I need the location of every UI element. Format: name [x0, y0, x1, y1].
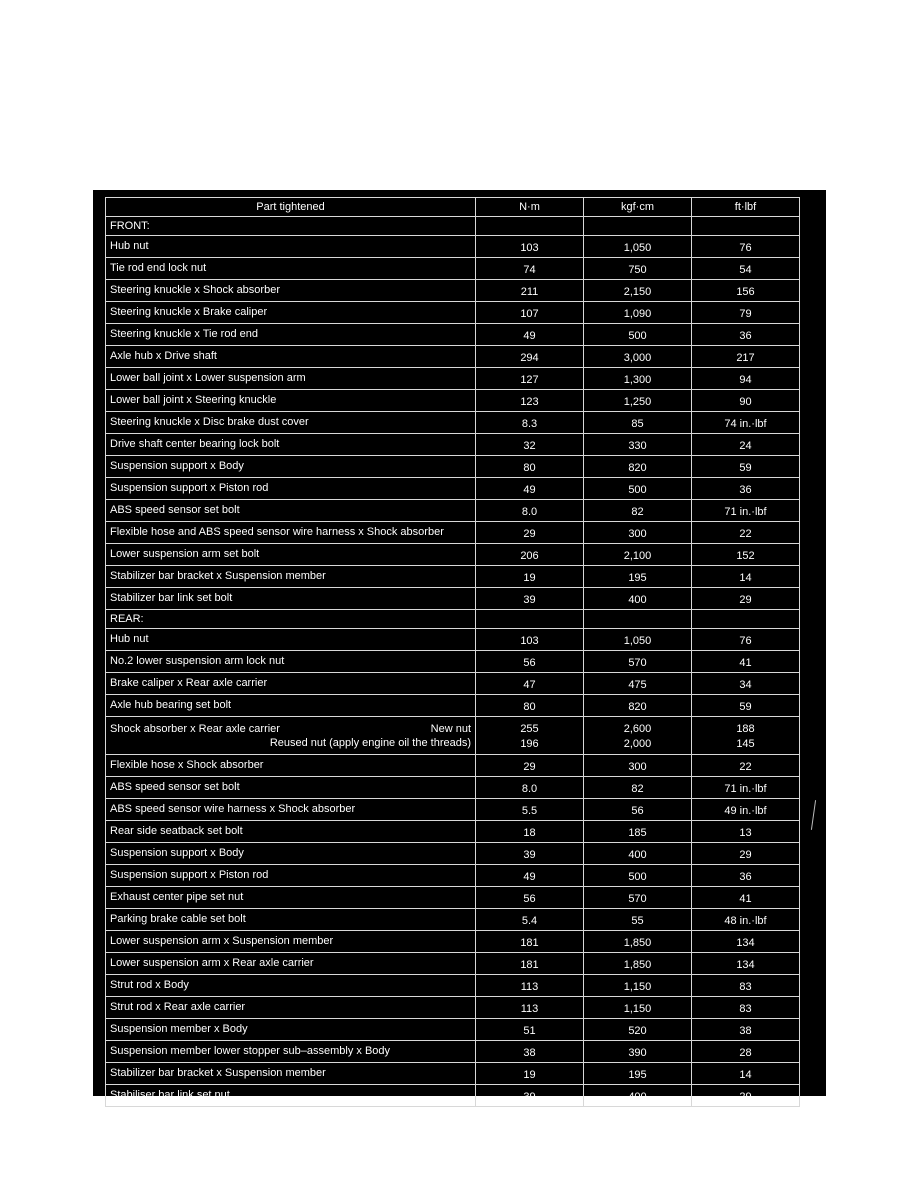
table-row	[106, 997, 800, 1019]
kgf-cell: 300	[584, 755, 692, 777]
nm-cell: 206	[476, 544, 584, 566]
ftlbf-cell: 90	[692, 390, 800, 412]
ftlbf-cell: 83	[692, 975, 800, 997]
table-row	[106, 566, 800, 588]
ftlbf-cell: 41	[692, 651, 800, 673]
kgf-cell: 1,090	[584, 302, 692, 324]
nm-cell: 39	[476, 588, 584, 610]
nm-cell: 211	[476, 280, 584, 302]
ftlbf-cell: 38	[692, 1019, 800, 1041]
part-cell: Strut rod x Rear axle carrier	[106, 997, 476, 1019]
part-cell: Suspension member lower stopper sub–assembly x Body	[106, 1041, 476, 1063]
part-cell: Stabiliser bar link set nut	[106, 1085, 476, 1107]
nm-cell: 181	[476, 953, 584, 975]
table-body-rear-a	[106, 629, 800, 717]
shock-sub-new: New nut	[430, 722, 471, 735]
part-cell: Stabilizer bar bracket x Suspension member	[106, 566, 476, 588]
kgf-cell: 82	[584, 777, 692, 799]
table-row	[106, 629, 800, 651]
kgf-cell: 390	[584, 1041, 692, 1063]
kgf-cell: 500	[584, 478, 692, 500]
part-cell: Strut rod x Body	[106, 975, 476, 997]
ftlbf-cell: 29	[692, 588, 800, 610]
table-row	[106, 522, 800, 544]
ftlbf-cell: 13	[692, 821, 800, 843]
table-row	[106, 931, 800, 953]
ftlbf-cell: 54	[692, 258, 800, 280]
ftlbf-cell: 36	[692, 324, 800, 346]
nm-cell: 56	[476, 887, 584, 909]
kgf-cell: 2,100	[584, 544, 692, 566]
table-row	[106, 588, 800, 610]
table-row	[106, 865, 800, 887]
kgf-cell: 300	[584, 522, 692, 544]
kgf-cell: 330	[584, 434, 692, 456]
part-cell: Lower suspension arm x Suspension member	[106, 931, 476, 953]
nm-cell: 38	[476, 1041, 584, 1063]
kgf-cell: 56	[584, 799, 692, 821]
table-body	[106, 217, 800, 610]
part-cell: Parking brake cable set bolt	[106, 909, 476, 931]
part-cell: Hub nut	[106, 236, 476, 258]
table-body-rear-b	[106, 755, 800, 1107]
table-row	[106, 887, 800, 909]
shock-kgf-reused: 2,000	[623, 738, 652, 750]
table-row	[106, 478, 800, 500]
nm-cell: 49	[476, 865, 584, 887]
section-row-front	[106, 217, 800, 236]
table-row	[106, 821, 800, 843]
section-label-front: FRONT:	[106, 217, 476, 236]
kgf-cell: 1,850	[584, 931, 692, 953]
part-cell: Flexible hose and ABS speed sensor wire harness x Shock absorber	[106, 522, 476, 544]
table-row	[106, 1063, 800, 1085]
part-cell: Exhaust center pipe set nut	[106, 887, 476, 909]
nm-cell: 103	[476, 629, 584, 651]
table-row	[106, 909, 800, 931]
table-row	[106, 953, 800, 975]
nm-cell: 56	[476, 651, 584, 673]
kgf-cell: 195	[584, 1063, 692, 1085]
ftlbf-cell: 48 in.·lbf	[692, 909, 800, 931]
nm-cell: 47	[476, 673, 584, 695]
nm-cell: 5.5	[476, 799, 584, 821]
kgf-cell: 195	[584, 566, 692, 588]
ftlbf-cell: 24	[692, 434, 800, 456]
table-row	[106, 799, 800, 821]
nm-cell: 18	[476, 821, 584, 843]
ftlbf-cell: 36	[692, 478, 800, 500]
part-cell: Drive shaft center bearing lock bolt	[106, 434, 476, 456]
table-body-shock	[106, 717, 800, 755]
ftlbf-cell: 76	[692, 236, 800, 258]
kgf-cell: 400	[584, 588, 692, 610]
nm-cell: 39	[476, 1085, 584, 1107]
part-cell: Suspension support x Piston rod	[106, 478, 476, 500]
nm-cell: 80	[476, 456, 584, 478]
ftlbf-cell: 36	[692, 865, 800, 887]
table-row	[106, 544, 800, 566]
table-row	[106, 1019, 800, 1041]
table-row	[106, 755, 800, 777]
nm-cell: 127	[476, 368, 584, 390]
nm-cell: 29	[476, 522, 584, 544]
part-cell: Suspension member x Body	[106, 1019, 476, 1041]
kgf-cell: 750	[584, 258, 692, 280]
table-row	[106, 258, 800, 280]
part-cell: Lower ball joint x Lower suspension arm	[106, 368, 476, 390]
part-cell: Rear side seatback set bolt	[106, 821, 476, 843]
table-row	[106, 843, 800, 865]
kgf-cell: 185	[584, 821, 692, 843]
table-row	[106, 368, 800, 390]
header-kgf: kgf·cm	[584, 198, 692, 217]
ftlbf-cell: 59	[692, 695, 800, 717]
table-row	[106, 1085, 800, 1107]
ftlbf-cell: 22	[692, 522, 800, 544]
part-cell: Brake caliper x Rear axle carrier	[106, 673, 476, 695]
ftlbf-cell: 74 in.·lbf	[692, 412, 800, 434]
ftlbf-cell: 134	[692, 953, 800, 975]
kgf-cell: 1,150	[584, 997, 692, 1019]
kgf-cell: 500	[584, 865, 692, 887]
header-ftlbf: ft·lbf	[692, 198, 800, 217]
part-cell: Stabilizer bar bracket x Suspension member	[106, 1063, 476, 1085]
kgf-cell: 82	[584, 500, 692, 522]
ftlbf-cell: 94	[692, 368, 800, 390]
kgf-cell: 55	[584, 909, 692, 931]
kgf-cell: 475	[584, 673, 692, 695]
kgf-cell: 500	[584, 324, 692, 346]
part-cell: Axle hub bearing set bolt	[106, 695, 476, 717]
ftlbf-cell: 29	[692, 1085, 800, 1107]
ftlbf-cell: 79	[692, 302, 800, 324]
part-cell: Steering knuckle x Tie rod end	[106, 324, 476, 346]
header-nm: N·m	[476, 198, 584, 217]
part-cell: Flexible hose x Shock absorber	[106, 755, 476, 777]
ftlbf-cell: 152	[692, 544, 800, 566]
nm-cell: 51	[476, 1019, 584, 1041]
part-cell: Suspension support x Body	[106, 456, 476, 478]
nm-cell: 5.4	[476, 909, 584, 931]
scanned-table-panel	[93, 190, 826, 1103]
part-cell: ABS speed sensor set bolt	[106, 777, 476, 799]
ftlbf-cell: 71 in.·lbf	[692, 500, 800, 522]
kgf-cell: 820	[584, 456, 692, 478]
nm-cell: 19	[476, 566, 584, 588]
table-body-rear-head	[106, 610, 800, 629]
ftlbf-cell: 28	[692, 1041, 800, 1063]
table-row	[106, 346, 800, 368]
kgf-cell: 1,250	[584, 390, 692, 412]
part-cell: Axle hub x Drive shaft	[106, 346, 476, 368]
shock-nm-new: 255	[520, 723, 539, 735]
part-cell: Hub nut	[106, 629, 476, 651]
shock-ft-reused: 145	[736, 738, 755, 750]
ftlbf-cell: 59	[692, 456, 800, 478]
kgf-cell: 570	[584, 651, 692, 673]
table-row	[106, 412, 800, 434]
shock-part-label: Shock absorber x Rear axle carrier	[110, 722, 280, 735]
kgf-cell: 400	[584, 1085, 692, 1107]
kgf-cell: 820	[584, 695, 692, 717]
kgf-cell: 3,000	[584, 346, 692, 368]
nm-cell: 8.0	[476, 777, 584, 799]
table-row	[106, 777, 800, 799]
part-cell: Lower suspension arm x Rear axle carrier	[106, 953, 476, 975]
nm-cell: 19	[476, 1063, 584, 1085]
table-row	[106, 324, 800, 346]
nm-cell: 123	[476, 390, 584, 412]
kgf-cell: 1,050	[584, 236, 692, 258]
ftlbf-cell: 41	[692, 887, 800, 909]
nm-cell: 74	[476, 258, 584, 280]
ftlbf-cell: 34	[692, 673, 800, 695]
table-header-row	[106, 198, 800, 217]
table-row	[106, 302, 800, 324]
nm-cell: 39	[476, 843, 584, 865]
table-row-shock-absorber	[106, 717, 800, 755]
ftlbf-cell: 14	[692, 1063, 800, 1085]
part-cell: Tie rod end lock nut	[106, 258, 476, 280]
kgf-cell: 400	[584, 843, 692, 865]
table-row	[106, 500, 800, 522]
table-row	[106, 673, 800, 695]
ftlbf-cell: 134	[692, 931, 800, 953]
kgf-cell: 85	[584, 412, 692, 434]
kgf-cell: 570	[584, 887, 692, 909]
ftlbf-cell: 83	[692, 997, 800, 1019]
nm-cell: 107	[476, 302, 584, 324]
part-cell: No.2 lower suspension arm lock nut	[106, 651, 476, 673]
ftlbf-cell: 156	[692, 280, 800, 302]
kgf-cell: 1,300	[584, 368, 692, 390]
ftlbf-cell: 49 in.·lbf	[692, 799, 800, 821]
nm-cell: 29	[476, 755, 584, 777]
table-row	[106, 456, 800, 478]
nm-cell: 103	[476, 236, 584, 258]
table-row	[106, 1041, 800, 1063]
ftlbf-cell: 76	[692, 629, 800, 651]
part-cell: ABS speed sensor set bolt	[106, 500, 476, 522]
part-cell: Suspension support x Body	[106, 843, 476, 865]
section-label-rear: REAR:	[106, 610, 476, 629]
nm-cell: 8.0	[476, 500, 584, 522]
scan-scratch-mark	[811, 800, 816, 830]
table-row	[106, 280, 800, 302]
kgf-cell: 1,050	[584, 629, 692, 651]
table-row	[106, 236, 800, 258]
nm-cell: 80	[476, 695, 584, 717]
section-row-rear	[106, 610, 800, 629]
part-cell: ABS speed sensor wire harness x Shock absorber	[106, 799, 476, 821]
table-row	[106, 651, 800, 673]
table-row	[106, 390, 800, 412]
ftlbf-cell: 22	[692, 755, 800, 777]
part-cell: Stabilizer bar link set bolt	[106, 588, 476, 610]
kgf-cell: 520	[584, 1019, 692, 1041]
nm-cell: 49	[476, 324, 584, 346]
kgf-cell: 1,850	[584, 953, 692, 975]
part-cell: Steering knuckle x Disc brake dust cover	[106, 412, 476, 434]
part-cell: Suspension support x Piston rod	[106, 865, 476, 887]
part-cell: Steering knuckle x Brake caliper	[106, 302, 476, 324]
table-row	[106, 975, 800, 997]
nm-cell: 49	[476, 478, 584, 500]
ftlbf-cell: 14	[692, 566, 800, 588]
ftlbf-cell: 29	[692, 843, 800, 865]
ftlbf-cell: 71 in.·lbf	[692, 777, 800, 799]
torque-spec-table	[105, 197, 800, 1107]
nm-cell: 294	[476, 346, 584, 368]
nm-cell: 113	[476, 975, 584, 997]
kgf-cell: 1,150	[584, 975, 692, 997]
nm-cell: 32	[476, 434, 584, 456]
kgf-cell: 2,150	[584, 280, 692, 302]
shock-ft-new: 188	[736, 723, 755, 735]
part-cell: Steering knuckle x Shock absorber	[106, 280, 476, 302]
table-row	[106, 434, 800, 456]
shock-nm-reused: 196	[520, 738, 539, 750]
nm-cell: 181	[476, 931, 584, 953]
table-row	[106, 695, 800, 717]
part-cell: Lower suspension arm set bolt	[106, 544, 476, 566]
shock-sub-reused: Reused nut (apply engine oil the threads)	[269, 736, 471, 749]
ftlbf-cell: 217	[692, 346, 800, 368]
header-part: Part tightened	[106, 198, 476, 217]
nm-cell: 8.3	[476, 412, 584, 434]
part-cell: Lower ball joint x Steering knuckle	[106, 390, 476, 412]
shock-kgf-new: 2,600	[623, 723, 652, 735]
nm-cell: 113	[476, 997, 584, 1019]
